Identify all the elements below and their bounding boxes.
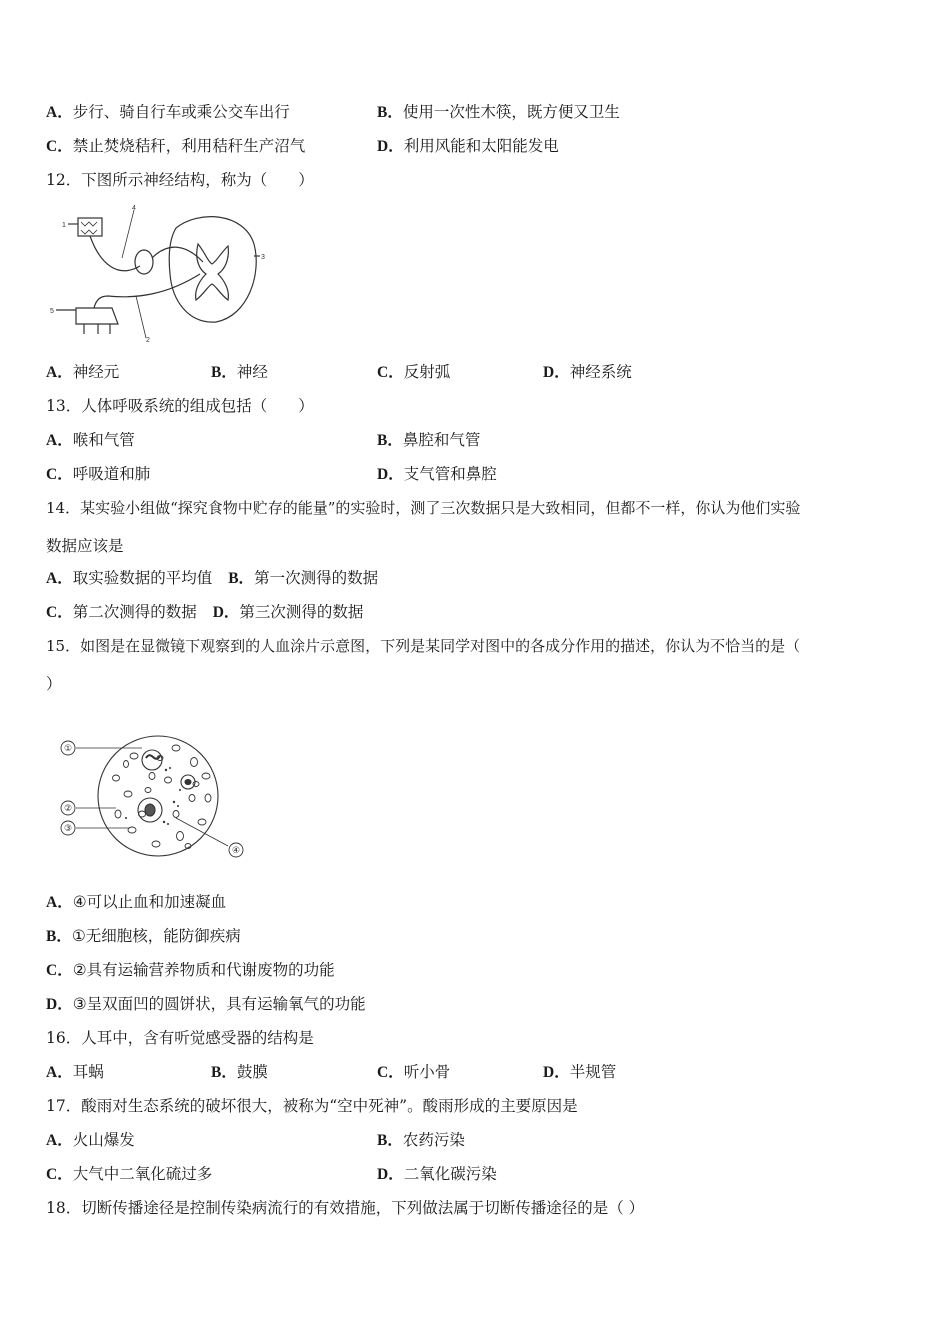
reflex-label-2: 2 (146, 337, 150, 344)
q15-option-c: C．②具有运输营养物质和代谢废物的功能 (46, 961, 335, 979)
q17-option-b: B．农药污染 (377, 1131, 465, 1149)
q15-option-a: A．④可以止血和加速凝血 (46, 893, 227, 911)
q12-option-d: D．神经系统 (543, 363, 632, 381)
smear-field-circle (98, 736, 218, 856)
reflex-arc-figure (48, 204, 268, 344)
reflex-label-3: 3 (261, 254, 265, 261)
q13-option-d: D．支气管和鼻腔 (377, 465, 497, 483)
receptor-shape (78, 218, 102, 236)
q12-option-a: A．神经元 (46, 363, 120, 381)
q16-stem: 16．人耳中，含有听觉感受器的结构是 (46, 1029, 314, 1047)
reflex-label-5: 5 (50, 308, 54, 315)
q11-option-c: C．禁止焚烧秸秆，利用秸秆生产沼气 (46, 137, 306, 155)
q14-stem-line2: 数据应该是 (46, 537, 124, 555)
q16-option-b: B．鼓膜 (211, 1063, 268, 1081)
q15-option-d: D．③呈双面凹的圆饼状，具有运输氧气的功能 (46, 995, 366, 1013)
q17-option-c: C．大气中二氧化硫过多 (46, 1165, 213, 1183)
reflex-label-1: 1 (62, 222, 66, 229)
q17-option-a: A．火山爆发 (46, 1131, 135, 1149)
smear-label-3: ③ (63, 824, 73, 834)
q16-option-a: A．耳蜗 (46, 1063, 104, 1081)
q11-option-a: A．步行、骑自行车或乘公交车出行 (46, 103, 290, 121)
q13-option-b: B．鼻腔和气管 (377, 431, 481, 449)
q12-option-c: C．反射弧 (377, 363, 451, 381)
q11-option-d: D．利用风能和太阳能发电 (377, 137, 559, 155)
smear-label-4: ④ (231, 846, 241, 856)
smear-label-1: ① (63, 744, 73, 754)
q13-stem: 13．人体呼吸系统的组成包括（ ） (46, 397, 314, 415)
blood-smear-figure (56, 718, 256, 868)
reflex-label-4: 4 (132, 205, 136, 212)
q13-option-a: A．喉和气管 (46, 431, 135, 449)
q16-option-c: C．听小骨 (377, 1063, 451, 1081)
q16-option-d: D．半规管 (543, 1063, 617, 1081)
q15-stem-line2: ） (46, 675, 62, 693)
q18-stem: 18．切断传播途径是控制传染病流行的有效措施，下列做法属于切断传播途径的是（ ） (46, 1199, 645, 1217)
q14-stem-line1: 14．某实验小组做“探究食物中贮存的能量”的实验时，测了三次数据只是大致相同，但都不一样，你认为他们实验 (46, 499, 801, 517)
q12-option-b: B．神经 (211, 363, 268, 381)
q12-stem: 12．下图所示神经结构，称为（ ） (46, 171, 314, 189)
q14-options-ab: A．取实验数据的平均值 B．第一次测得的数据 (46, 569, 379, 587)
q17-option-d: D．二氧化碳污染 (377, 1165, 497, 1183)
q11-option-b: B．使用一次性木筷，既方便又卫生 (377, 103, 620, 121)
q15-stem-line1: 15．如图是在显微镜下观察到的人血涂片示意图，下列是某同学对图中的各成分作用的描述，你认为不恰当的是（ (46, 637, 801, 655)
q15-option-b: B．①无细胞核，能防御疾病 (46, 927, 241, 945)
q17-stem: 17．酸雨对生态系统的破坏很大，被称为“空中死神”。酸雨形成的主要原因是 (46, 1097, 578, 1115)
smear-label-2: ② (63, 804, 73, 814)
q14-options-cd: C．第二次测得的数据 D．第三次测得的数据 (46, 603, 364, 621)
q13-option-c: C．呼吸道和肺 (46, 465, 151, 483)
